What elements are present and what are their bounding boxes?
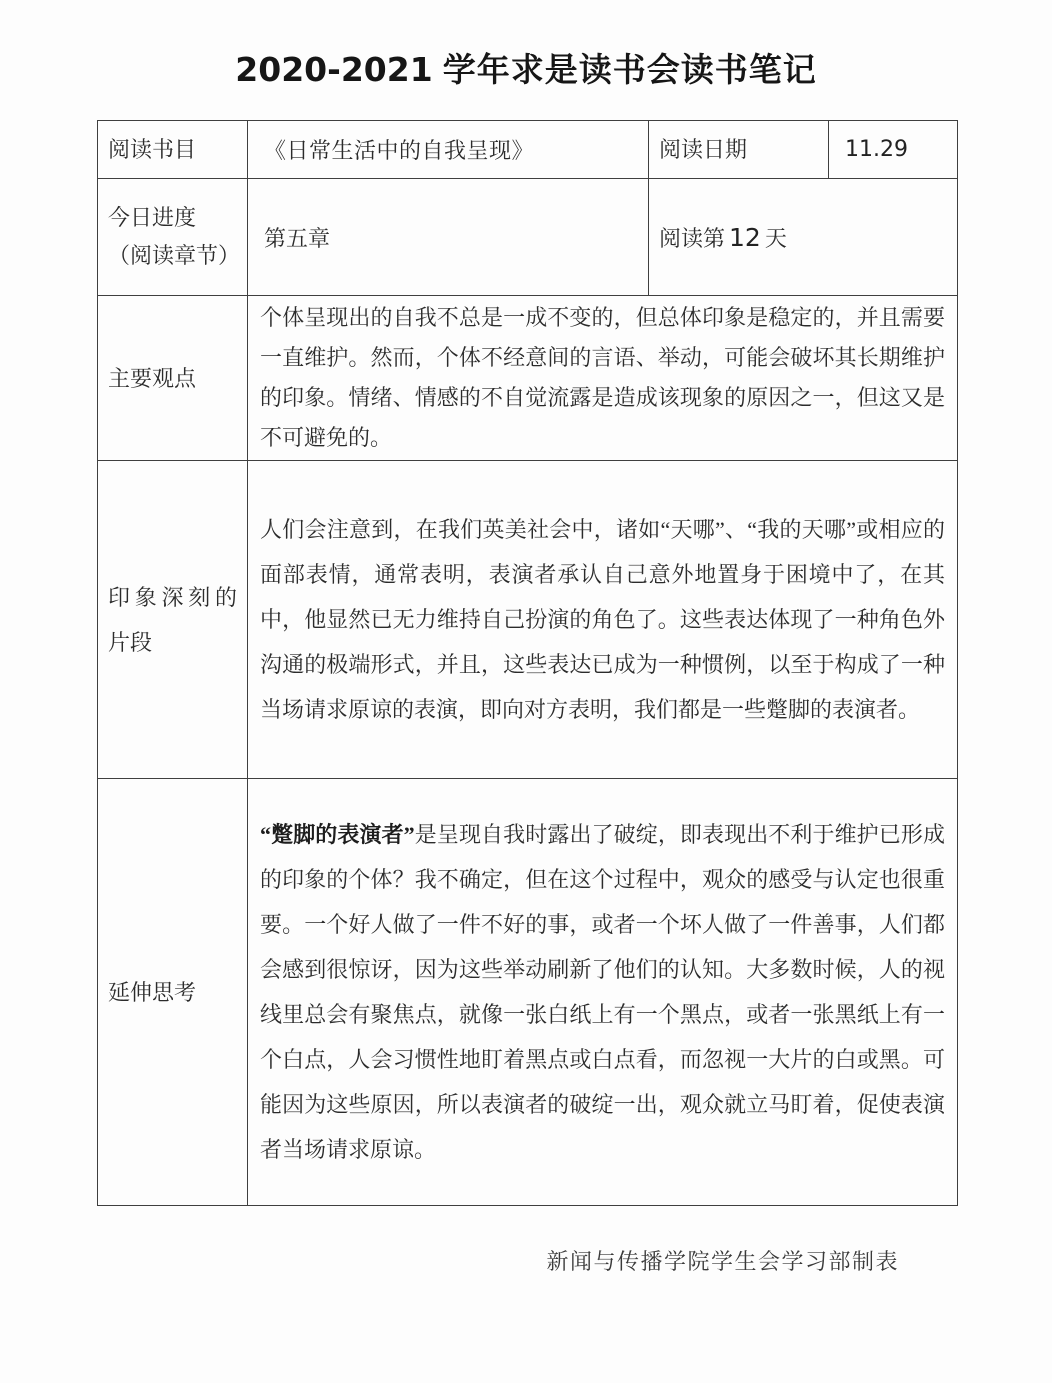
reading-day-number: 12 (729, 222, 761, 252)
book-title-label: 阅读书目 (98, 121, 248, 179)
reading-date-label: 阅读日期 (649, 121, 829, 179)
title-text: 学年求是读书会读书笔记 (442, 53, 817, 89)
reading-day-suffix: 天 (764, 225, 787, 251)
reading-day-value (649, 179, 958, 296)
page-title (0, 44, 1052, 91)
main-points-text: 个体呈现出的自我不总是一成不变的，但总体印象是稳定的，并且需要一直维护。然而，个体不经意间的言语、举动，可能会破坏其长期维护的印象。情绪、情感的不自觉流露是造成该现象的原因之一，但这又是不可避免的。 (248, 296, 958, 461)
reading-date-value: 11.29 (829, 121, 958, 179)
extended-thinking-text (248, 779, 958, 1206)
extended-thinking-lead-bold: “蹩脚的表演者” (260, 822, 415, 847)
progress-label-line1: 今日进度 (108, 205, 197, 230)
extended-thinking-body: 是呈现自我时露出了破绽，即表现出不利于维护已形成的印象的个体？我不确定，但在这个过程中，观众的感受与认定也很重要。一个好人做了一件不好的事，或者一个坏人做了一件善事，人们都会感到很惊讶，因为这些举动刷新了他们的认知。大多数时候，人的视线里总会有聚焦点，就像一张白纸上有一个黑点，或者一张黑纸上有一个白点，人会习惯性地盯着黑点或白点看，而忽视一大片的白或黑。可能因为这些原因，所以表演者的破绽一出，观众就立马盯着，促使表演者当场请求原谅。 (260, 822, 945, 1162)
impressive-passage-label: 印象深刻的片段 (98, 461, 248, 779)
table-row (98, 296, 958, 461)
table-row (98, 779, 958, 1206)
main-points-label: 主要观点 (98, 296, 248, 461)
progress-label (98, 179, 248, 296)
progress-label-line2: （阅读章节） (108, 243, 241, 268)
chapter-value: 第五章 (248, 179, 649, 296)
table-row (98, 461, 958, 779)
title-year: 2020-2021 (235, 50, 433, 89)
impressive-passage-text: 人们会注意到，在我们英美社会中，诸如“天哪”、“我的天哪”或相应的面部表情，通常表明，表演者承认自己意外地置身于困境中了，在其中，他显然已无力维持自己扮演的角色了。这些表达体现了一种角色外沟通的极端形式，并且，这些表达已成为一种惯例，以至于构成了一种当场请求原谅的表演，即向对方表明，我们都是一些蹩脚的表演者。 (248, 461, 958, 779)
table-row (98, 179, 958, 296)
table-row (98, 121, 958, 179)
book-title-value: 《日常生活中的自我呈现》 (248, 121, 649, 179)
reading-day-prefix: 阅读第 (659, 225, 726, 251)
footer-credit: 新闻与传播学院学生会学习部制表 (546, 1249, 899, 1274)
reading-notes-table (97, 120, 958, 1206)
extended-thinking-label: 延伸思考 (98, 779, 248, 1206)
